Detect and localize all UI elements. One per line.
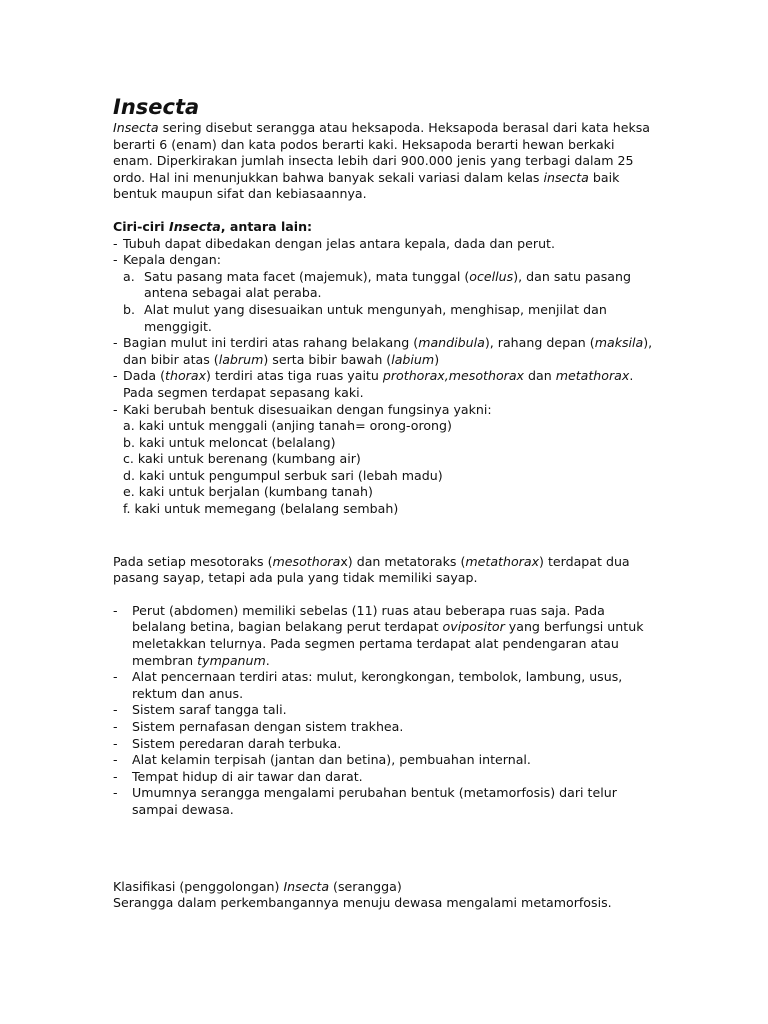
kaki-subitem: f. kaki untuk memegang (belalang sembah) (123, 501, 399, 517)
list-item: - Sistem pernafasan dengan sistem trakhea. (113, 719, 404, 734)
kaki-subitem: e. kaki untuk berjalan (kumbang tanah) (123, 484, 373, 500)
page-title: Insecta (113, 95, 200, 119)
sayap-paragraph: Pada setiap mesotoraks (mesothorax) dan metatoraks (metathorax) terdapat dua pasang sayap, tetapi ada pula yang tidak memiliki sayap. (113, 553, 630, 586)
kaki-subitem: c. kaki untuk berenang (kumbang air) (123, 451, 361, 467)
list-item: - Alat kelamin terpisah (jantan dan betina), pembuahan internal. (113, 752, 531, 768)
list-item: - Tempat hidup di air tawar dan darat. (113, 768, 363, 784)
kaki-subitem: a. kaki untuk menggali (anjing tanah= orong-orong) (123, 418, 452, 434)
klasifikasi-heading: Klasifikasi (penggolongan) Insecta (serangga) (113, 878, 402, 894)
list-item-perut: - Perut (abdomen) memiliki sebelas (11) ruas atau beberapa ruas saja. Pada belalang betina, bagian belakang perut terdapat ovipositor yang berfungsi untuk meletakkan telurnya. Pada segmen pertama terdapat alat pendengaran atau membran tympanum. (113, 602, 644, 668)
klasifikasi-text: Serangga dalam perkembangannya menuju dewasa mengalami metamorfosis. (113, 895, 612, 911)
ciri-lanjutan-list (113, 603, 653, 819)
list-item: - Alat pencernaan terdiri atas: mulut, kerongkongan, tembolok, lambung, usus, rektum dan anus. (113, 669, 623, 701)
ciri-item-kaki: - Kaki berubah bentuk disesuaikan dengan fungsinya yakni: (113, 401, 492, 417)
list-item: - Umumnya serangga mengalami perubahan bentuk (metamorfosis) dari telur sampai dewasa. (113, 785, 617, 817)
document-page (113, 94, 653, 912)
intro-term: Insecta (113, 120, 159, 135)
intro-paragraph: Insecta sering disebut serangga atau heksapoda. Heksapoda berasal dari kata heksa berarti 6 (enam) dan kata podos berarti kaki. Heksapoda berarti hewan berkaki enam. Diperkirakan jumlah insecta lebih dari 900.000 jenis yang terbagi dalam 25 ordo. Hal ini menunjukkan bahwa banyak sekali variasi dalam kelas insecta baik bentuk maupun sifat dan kebiasaannya. (113, 120, 651, 202)
list-item: - Sistem saraf tangga tali. (113, 702, 287, 718)
ciri-item-dada: - Dada (thorax) terdiri atas tiga ruas yaitu prothorax,mesothorax dan metathorax. Pada segmen terdapat sepasang kaki. (113, 368, 634, 400)
ciri-item-tubuh: - Tubuh dapat dibedakan dengan jelas antara kepala, dada dan perut. (113, 235, 555, 251)
kaki-subitem: b. kaki untuk meloncat (belalang) (123, 434, 336, 450)
kepala-subitem-a: a. Satu pasang mata facet (majemuk), mata tunggal (ocellus), dan satu pasang antena sebagai alat peraba. (123, 268, 632, 301)
list-item: - Sistem peredaran darah terbuka. (113, 735, 342, 751)
kaki-subitem: d. kaki untuk pengumpul serbuk sari (lebah madu) (123, 467, 443, 483)
kepala-subitem-b: b. Alat mulut yang disesuaikan untuk mengunyah, menghisap, menjilat dan menggigit. (123, 301, 607, 334)
ciri-item-kepala: - Kepala dengan: (113, 252, 221, 268)
ciri-heading: Ciri-ciri Insecta, antara lain: (113, 218, 313, 234)
ciri-item-mulut: - Bagian mulut ini terdiri atas rahang belakang (mandibula), rahang depan (maksila), dan bibir atas (labrum) serta bibir bawah (labium) (113, 335, 653, 367)
